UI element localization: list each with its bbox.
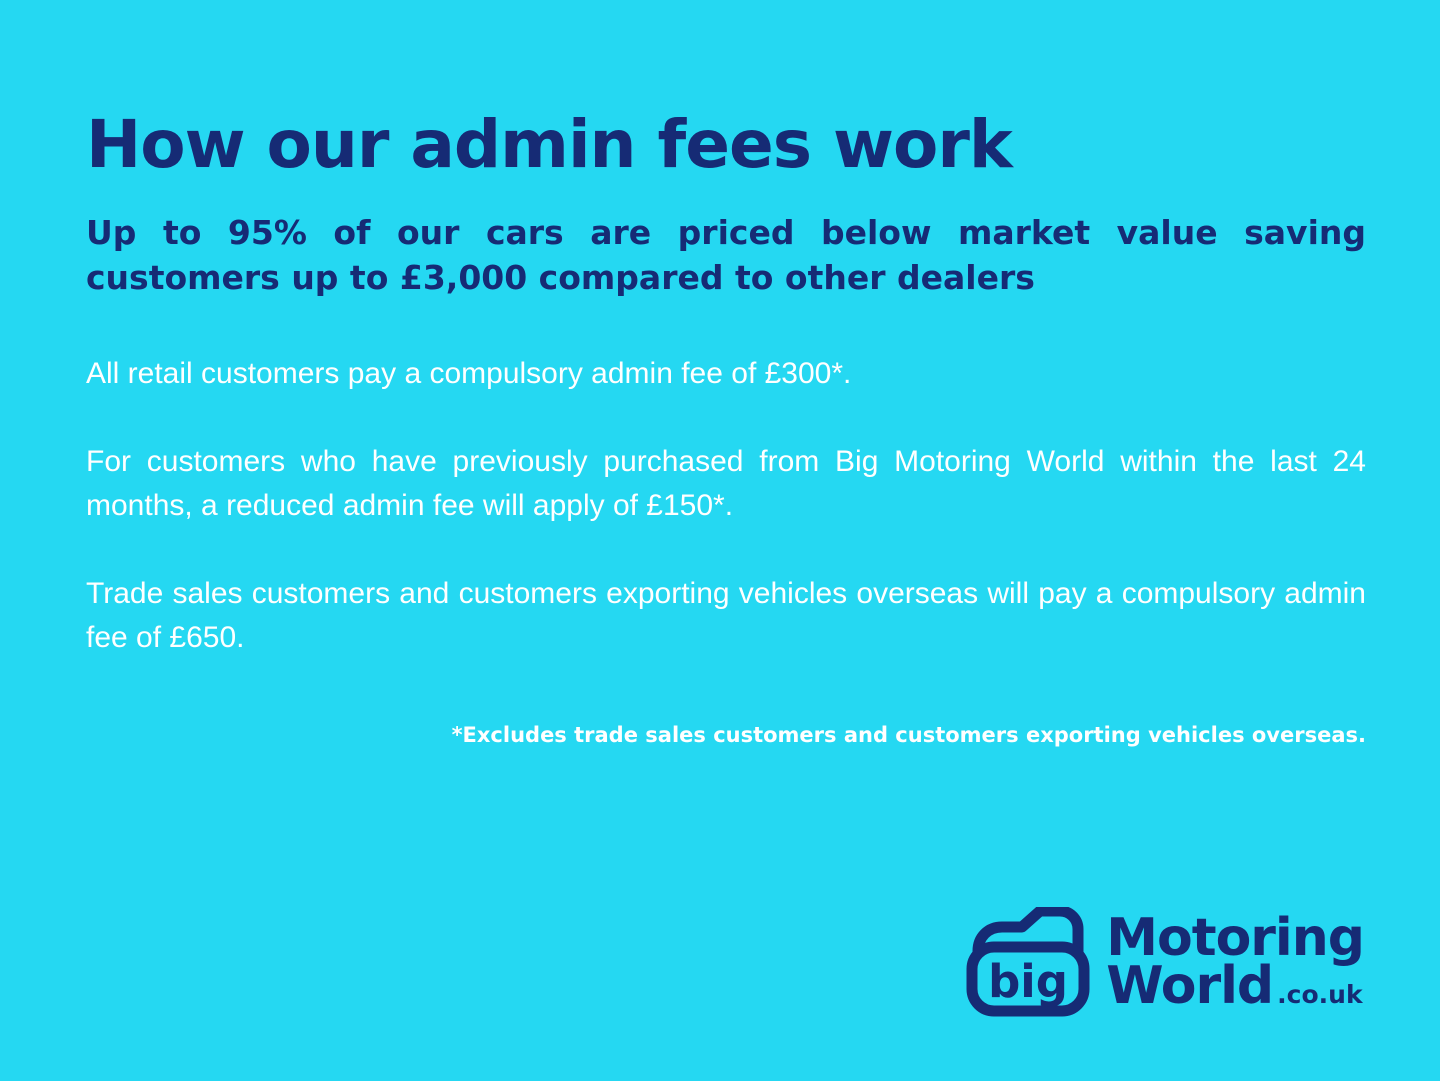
paragraph-returning-customer-fee: For customers who have previously purchased from Big Motoring World within the last 24 months, a reduced admin fee will apply of £150*. [86, 444, 1366, 522]
paragraph-trade-export-fee: Trade sales customers and customers exporting vehicles overseas will pay a compulsory admin fee of £650. [86, 577, 1366, 655]
page-title: How our admin fees work [86, 106, 1012, 183]
slide-content [86, 106, 1366, 750]
logo-tld: .co.uk [1277, 980, 1363, 1009]
subheading: Up to 95% of our cars are priced below market value saving customers up to £3,000 compared to other dealers [86, 213, 1366, 297]
logo-word-motoring: Motoring [1106, 908, 1364, 969]
footnote-disclaimer: *Excludes trade sales customers and customers exporting vehicles overseas. [451, 723, 1366, 748]
svg-text:big: big [988, 955, 1069, 1008]
logo-word-world-row [1106, 956, 1364, 1016]
logo-wordmark [1106, 908, 1364, 1016]
paragraph-retail-fee: All retail customers pay a compulsory admin fee of £300*. [86, 356, 852, 390]
big-car-logo-icon [964, 907, 1096, 1019]
logo-word-world: World [1106, 956, 1274, 1016]
brand-logo [964, 907, 1364, 1019]
